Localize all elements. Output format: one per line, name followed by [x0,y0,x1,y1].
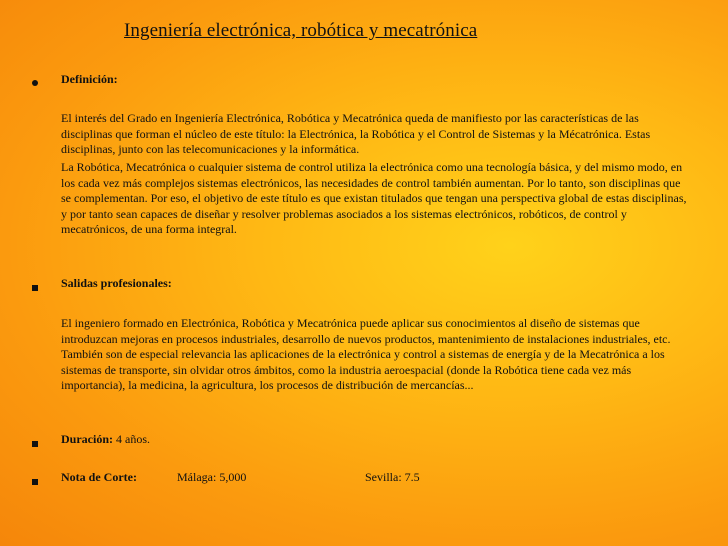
salidas-paragraph: El ingeniero formado en Electrónica, Robótica y Mecatrónica puede aplicar sus conocimientos al diseño de sistemas que introduzcan mejoras en procesos industriales, desarrollo de nuevos productos, mantenimiento de instalaciones industriales, etc. También son de especial relevancia las aplicaciones de la electrónica y control a sistemas de energía y de la Mecatrónica a los sistemas de transporte, sin olvidar otros ámbitos, como la industria aeroespacial (donde la Robótica tiene cada vez más importancia), la medicina, la agricultura, los procesos de distribución de mercancías... [61,316,671,392]
duracion-row [61,432,150,447]
bullet-definicion [32,75,38,90]
definicion-heading: Definición: [61,72,118,86]
definicion-paragraph-1: El interés del Grado en Ingeniería Electrónica, Robótica y Mecatrónica queda de manifiesto por las características de las disciplinas que forman el núcleo de este título: la Electrónica, la Robótica y el Control de Sistemas y la Mécatrónica. Estas disciplinas, junto con las telecomunicaciones y la informática. [61,111,651,156]
nota-heading: Nota de Corte: [61,470,137,484]
bullet-salidas [32,280,38,295]
nota-sevilla: Sevilla: 7.5 [365,470,420,484]
duracion-heading: Duración: [61,432,113,446]
bullet-nota [32,474,38,489]
bullet-duracion [32,436,38,451]
definicion-paragraph-2: La Robótica, Mecatrónica o cualquier sistema de control utiliza la electrónica como una tecnología básica, y del mismo modo, en los cada vez más complejos sistemas electrónicos, las necesidades de control también aumentan. Por lo tanto, son disciplinas que se complementan. Por eso, el objetivo de este título es que existan titulados que tengan una perspectiva global de estas disciplinas, y por tanto sean capaces de diseñar y resolver problemas asociados a los sistemas electrónicos, robóticos, de control y mecatrónicos, de una forma integral. [61,160,687,236]
slide-title: Ingeniería electrónica, robótica y mecatrónica [124,20,478,41]
salidas-heading: Salidas profesionales: [61,276,172,290]
nota-malaga: Málaga: 5,000 [177,470,247,484]
duracion-value: 4 años. [116,432,150,446]
